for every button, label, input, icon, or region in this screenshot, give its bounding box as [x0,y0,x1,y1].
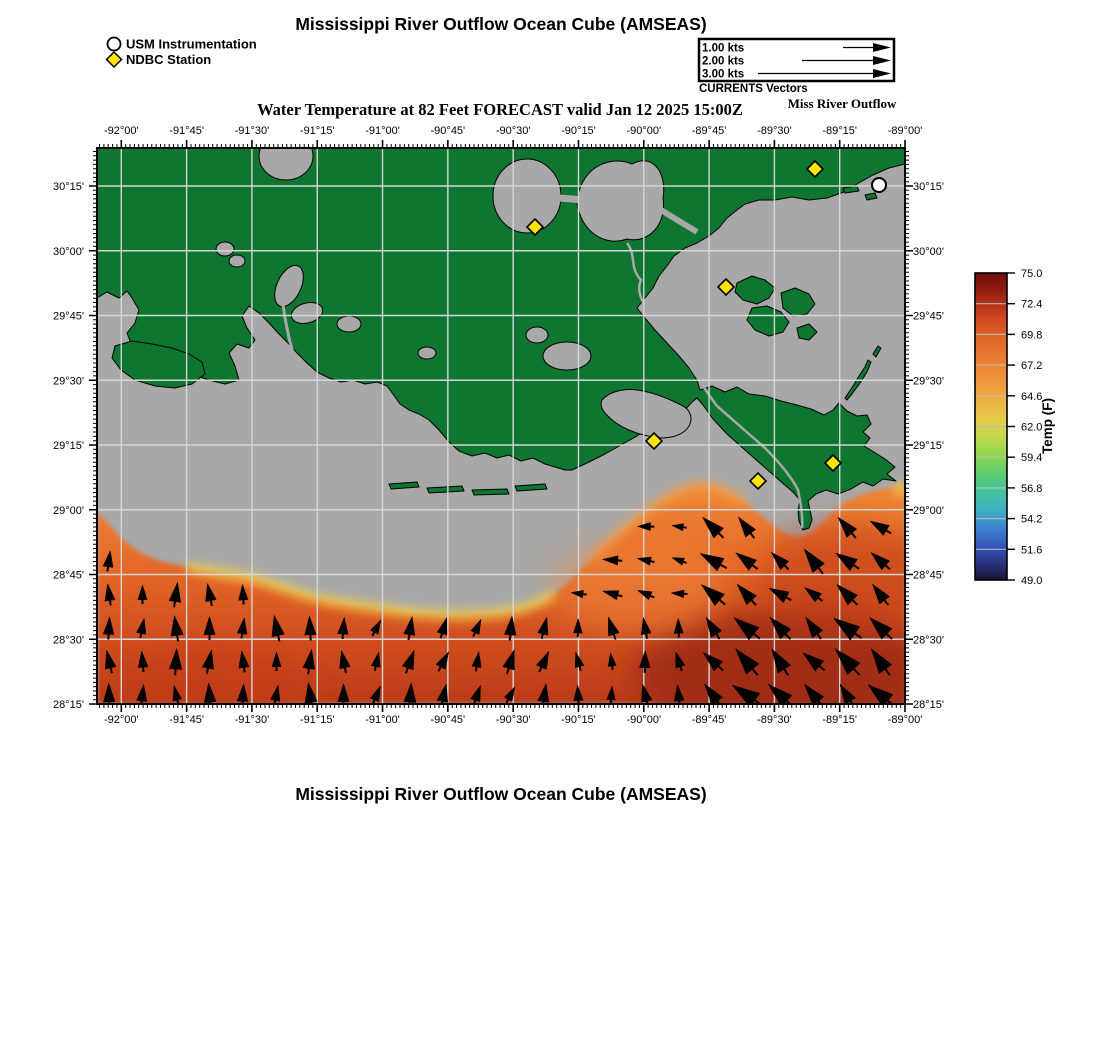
barrier-island-3 [472,489,509,495]
current-arrow-tail [646,634,647,639]
y-tick-label-left: 30°15' [53,181,84,193]
x-tick-label-top: -91°15' [299,125,335,137]
x-tick-label-bottom: -90°00' [626,714,662,726]
x-tick-label-top: -89°00' [887,125,923,137]
colorbar-tick-label: 54.2 [1021,513,1043,526]
small-lake-3 [418,347,436,359]
x-tick-label-bottom: -90°30' [495,714,531,726]
x-tick-label-bottom: -91°30' [234,714,270,726]
x-tick-label-bottom: -89°00' [887,714,923,726]
x-tick-label-bottom: -92°00' [103,714,139,726]
y-tick-label-left: 28°45' [53,569,84,582]
y-tick-label-left: 28°15' [53,699,84,711]
x-tick-label-bottom: -91°00' [365,714,400,726]
current-arrow-tail [580,667,581,671]
basin-lake [337,316,361,332]
current-arrow-tail [278,636,279,642]
colorbar-tick-label: 62.0 [1021,421,1043,434]
x-tick-label-top: -92°00' [103,125,139,137]
current-arrow-tail [140,633,141,638]
current-arrow-tail [211,601,212,606]
current-arrow-tail [241,634,242,639]
current-arrow-tail [345,668,346,673]
y-tick-label-left: 28°30' [53,634,84,647]
small-lake-2 [229,255,245,267]
current-arrow-tail [441,634,442,639]
y-tick-label-left: 29°15' [53,440,84,452]
x-tick-label-top: -89°15' [822,125,858,137]
x-tick-label-top: -90°15' [561,125,596,137]
x-tick-label-top: -90°45' [430,125,466,137]
current-arrow-tail [476,667,477,672]
y-tick-label-right: 29°45' [913,310,944,323]
current-arrow-tail [542,634,543,639]
colorbar-tick-label: 67.2 [1021,360,1043,373]
top-title: Mississippi River Outflow Ocean Cube (AMSEAS) [295,14,707,34]
current-arrow-tail [651,561,655,562]
lake-maurepas [493,159,561,233]
x-tick-label-bottom: -89°30' [757,714,792,726]
y-tick-label-right: 29°30' [913,375,944,388]
vector-legend-caption: CURRENTS Vectors [699,83,808,95]
colorbar-tick-label: 51.6 [1021,544,1043,557]
y-tick-label-right: 28°15' [913,699,944,711]
current-arrow-tail [375,667,376,671]
current-arrow-tail [110,601,111,606]
current-arrow-tail [308,669,309,675]
current-arrow-tail [111,668,112,673]
ndbc-legend-label: NDBC Station [126,52,212,67]
vector-legend-entry-label: 2.00 kts [702,55,745,68]
current-arrow-tail [174,602,175,608]
y-tick-label-right: 30°00' [913,245,944,258]
x-tick-label-top: -90°30' [495,125,531,137]
y-tick-label-right: 29°00' [913,504,944,517]
y-tick-label-left: 29°30' [53,375,84,388]
y-tick-label-right: 30°15' [913,181,944,193]
current-arrow-tail [583,594,587,595]
current-arrow-tail [618,595,623,596]
usm-instrumentation-marker [872,178,886,192]
colorbar-tick-label: 75.0 [1021,268,1043,280]
usm-legend-label: USM Instrumentation [126,36,257,52]
y-tick-label-right: 29°15' [913,440,944,452]
current-arrow-tail [409,635,410,640]
current-arrow-tail [107,567,108,572]
current-arrow-tail [510,635,511,641]
x-tick-label-top: -90°00' [626,125,662,137]
colorbar-tick-label: 59.4 [1021,452,1043,465]
map [53,125,947,738]
x-tick-label-bottom: -90°45' [430,714,466,726]
x-tick-label-bottom: -90°15' [561,714,596,726]
x-tick-label-bottom: -89°15' [822,714,858,726]
map-subtitle: Water Temperature at 82 Feet FORECAST valid Jan 12 2025 15:00Z [257,100,743,119]
small-lake-1 [216,242,234,256]
current-arrow-tail [207,668,208,674]
x-tick-label-bottom: -91°15' [299,714,335,726]
current-arrow-tail [683,527,686,528]
vector-legend-entry-label: 1.00 kts [702,42,745,55]
y-tick-label-right: 28°30' [913,634,944,647]
lake-pontchartrain [577,161,664,241]
colorbar-tick-label: 56.8 [1021,482,1043,495]
bright-patch-center [552,543,722,633]
x-tick-label-top: -89°45' [691,125,727,137]
colorbar-tick-label: 49.0 [1021,575,1043,587]
colorbar-tick-label: 64.6 [1021,390,1043,403]
current-arrow-tail [612,666,613,670]
x-tick-label-top: -91°00' [365,125,400,137]
x-tick-label-top: -91°30' [234,125,270,137]
y-tick-label-left: 29°45' [53,310,84,323]
annotation-label: Miss River Outflow [787,96,897,111]
current-arrow-tail [177,635,178,641]
lake-salvador [543,342,591,370]
x-tick-label-top: -91°45' [169,125,204,137]
y-tick-label-left: 30°00' [53,245,84,258]
current-arrow-tail [683,562,686,563]
pass-manchac [559,198,585,200]
colorbar-tick-label: 72.4 [1021,298,1043,311]
usm-circle-icon [108,38,121,51]
x-tick-label-bottom: -91°45' [169,714,204,726]
current-arrow-tail [681,667,682,671]
vector-legend-entry-label: 3.00 kts [702,68,745,81]
current-arrow-tail [244,668,245,673]
y-tick-label-right: 28°45' [913,569,944,582]
x-tick-label-bottom: -89°45' [691,714,727,726]
y-tick-label-left: 29°00' [53,504,84,517]
colorbar-label: Temp (F) [1040,398,1055,454]
bottom-title: Mississippi River Outflow Ocean Cube (AMSEAS) [295,784,707,804]
lac-des-allemands [526,327,548,343]
x-tick-label-top: -89°30' [757,125,792,137]
colorbar-tick-label: 69.8 [1021,329,1043,342]
